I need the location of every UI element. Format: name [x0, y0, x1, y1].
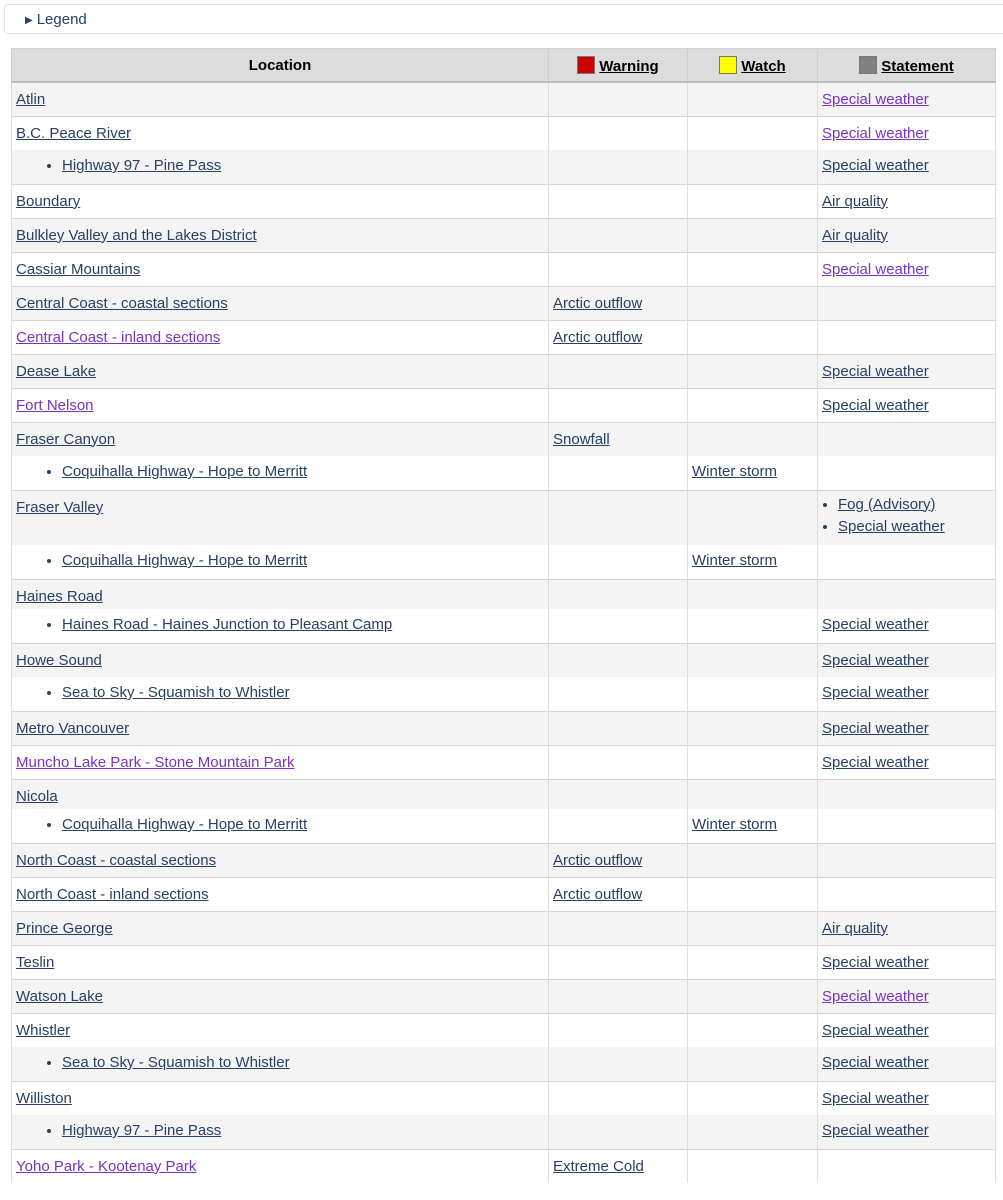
location-link[interactable]: Cassiar Mountains: [16, 260, 141, 278]
table-row: [12, 1081, 996, 1115]
warning-cell: [549, 809, 688, 843]
statement-cell: [818, 184, 996, 218]
legend-details: [4, 4, 1003, 34]
list-item: [62, 616, 544, 633]
header-warning[interactable]: [549, 49, 688, 83]
watch-cell: [688, 286, 818, 320]
sub-location-list: [16, 616, 544, 633]
table-row: [12, 711, 996, 745]
header-row: [12, 49, 996, 83]
location-cell: [12, 490, 549, 545]
list-item: [62, 1122, 544, 1139]
sub-location-link[interactable]: Coquihalla Highway - Hope to Merritt: [62, 816, 308, 833]
warning-cell: [549, 711, 688, 745]
sub-location-link[interactable]: Sea to Sky - Squamish to Whistler: [62, 684, 290, 701]
warning-cell: [549, 150, 688, 184]
location-link[interactable]: Central Coast - inland sections: [16, 328, 221, 346]
statement-cell: [818, 911, 996, 945]
sub-location-list: [16, 1122, 544, 1139]
sub-location-link[interactable]: Coquihalla Highway - Hope to Merritt: [62, 463, 308, 480]
table-row: [12, 1115, 996, 1149]
header-statement-label: Statement: [881, 57, 954, 75]
sub-location-link[interactable]: Coquihalla Highway - Hope to Merritt: [62, 552, 308, 569]
statement-cell: [818, 843, 996, 877]
watch-cell: [688, 490, 818, 545]
location-cell: [12, 1047, 549, 1081]
watch-cell: [688, 745, 818, 779]
table-row: [12, 388, 996, 422]
table-row: [12, 877, 996, 911]
watch-cell: [688, 711, 818, 745]
warning-cell: [549, 354, 688, 388]
sub-location-list: [16, 816, 544, 833]
statement-link[interactable]: Special weather: [822, 1021, 929, 1039]
statement-link[interactable]: Special weather: [822, 684, 929, 701]
statement-cell: [818, 1013, 996, 1047]
statement-link[interactable]: Air quality: [822, 919, 888, 937]
watch-cell: [688, 1047, 818, 1081]
statement-link[interactable]: Special weather: [822, 1054, 929, 1071]
sub-location-list: [16, 684, 544, 701]
location-link[interactable]: Whistler: [16, 1021, 71, 1039]
statement-cell: [818, 1047, 996, 1081]
table-row: [12, 779, 996, 809]
statement-cell: [818, 779, 996, 809]
warning-link[interactable]: Arctic outflow: [553, 328, 643, 346]
table-row: [12, 286, 996, 320]
header-warning-label: Warning: [599, 57, 659, 75]
location-cell: [12, 456, 549, 490]
watch-cell: [688, 545, 818, 579]
watch-cell: [688, 643, 818, 677]
statement-cell: [818, 809, 996, 843]
legend-toggle[interactable]: [25, 12, 87, 30]
location-cell: [12, 1013, 549, 1047]
watch-cell: [688, 354, 818, 388]
table-row: [12, 354, 996, 388]
location-cell: [12, 809, 549, 843]
warning-cell: [549, 1047, 688, 1081]
warning-cell: [549, 877, 688, 911]
location-cell: [12, 579, 549, 609]
statement-link[interactable]: Special weather: [838, 517, 945, 535]
warning-cell: [549, 286, 688, 320]
table-row: [12, 218, 996, 252]
table-row: [12, 945, 996, 979]
statement-link[interactable]: Special weather: [822, 719, 929, 737]
table-row: [12, 422, 996, 456]
warning-cell: [549, 490, 688, 545]
location-link[interactable]: Prince George: [16, 919, 113, 937]
statement-cell: [818, 456, 996, 490]
watch-cell: [688, 1149, 818, 1183]
location-link[interactable]: North Coast - inland sections: [16, 885, 209, 903]
warning-cell: [549, 779, 688, 809]
statement-link[interactable]: Special weather: [822, 1122, 929, 1139]
statement-cell: [818, 252, 996, 286]
table-row: [12, 809, 996, 843]
location-cell: [12, 286, 549, 320]
location-cell: [12, 545, 549, 579]
location-link[interactable]: Metro Vancouver: [16, 719, 130, 737]
statement-cell: [818, 388, 996, 422]
watch-cell: [688, 677, 818, 711]
table-row: [12, 745, 996, 779]
table-row: [12, 252, 996, 286]
watch-link[interactable]: Winter storm: [692, 816, 778, 833]
table-row: [12, 843, 996, 877]
watch-swatch-icon: [719, 56, 737, 74]
list-item: [62, 1054, 544, 1071]
statement-cell: [818, 877, 996, 911]
warning-cell: [549, 1081, 688, 1115]
sub-location-list: [16, 1054, 544, 1071]
location-cell: [12, 422, 549, 456]
statement-cell: [818, 745, 996, 779]
location-cell: [12, 1081, 549, 1115]
warning-swatch-icon: [577, 56, 595, 74]
location-link[interactable]: Fraser Canyon: [16, 430, 116, 448]
warning-cell: [549, 184, 688, 218]
warning-cell: [549, 388, 688, 422]
watch-cell: [688, 422, 818, 456]
statement-swatch-icon: [859, 56, 877, 74]
watch-cell: [688, 82, 818, 116]
statement-link[interactable]: Special weather: [822, 91, 929, 108]
location-cell: [12, 1115, 549, 1149]
location-cell: [12, 745, 549, 779]
location-cell: [12, 945, 549, 979]
table-row: [12, 911, 996, 945]
statement-cell: [818, 286, 996, 320]
table-row: [12, 1149, 996, 1183]
warning-link[interactable]: Arctic outflow: [553, 885, 643, 903]
warning-cell: [549, 545, 688, 579]
location-link[interactable]: Howe Sound: [16, 651, 102, 669]
statement-cell: [818, 945, 996, 979]
warning-cell: [549, 82, 688, 116]
watch-cell: [688, 116, 818, 150]
warning-cell: [549, 116, 688, 150]
table-row: [12, 677, 996, 711]
table-row: [12, 1047, 996, 1081]
location-cell: [12, 388, 549, 422]
list-item: [62, 463, 544, 480]
table-row: [12, 116, 996, 150]
statement-cell: [818, 1115, 996, 1149]
watch-cell: [688, 843, 818, 877]
location-cell: [12, 643, 549, 677]
statement-link[interactable]: Special weather: [822, 987, 929, 1005]
table-row: [12, 320, 996, 354]
header-location[interactable]: [12, 49, 549, 83]
watch-cell: [688, 779, 818, 809]
warning-cell: [549, 843, 688, 877]
location-link[interactable]: Haines Road: [16, 587, 103, 605]
location-cell: [12, 843, 549, 877]
watch-link[interactable]: Winter storm: [692, 463, 778, 480]
location-link[interactable]: Nicola: [16, 787, 58, 805]
location-link[interactable]: Yoho Park - Kootenay Park: [16, 1157, 197, 1175]
list-item: [62, 684, 544, 701]
location-link[interactable]: Teslin: [16, 953, 55, 971]
table-row: [12, 1013, 996, 1047]
location-cell: [12, 150, 549, 184]
table-row: [12, 979, 996, 1013]
warning-link[interactable]: Snowfall: [553, 430, 610, 448]
table-row: [12, 490, 996, 545]
location-cell: [12, 979, 549, 1013]
table-row: [12, 456, 996, 490]
watch-cell: [688, 320, 818, 354]
warning-cell: [549, 1115, 688, 1149]
watch-cell: [688, 809, 818, 843]
statement-cell: [818, 82, 996, 116]
location-cell: [12, 677, 549, 711]
statement-cell: [818, 711, 996, 745]
statement-cell: [818, 609, 996, 643]
statement-cell: [818, 1149, 996, 1183]
watch-cell: [688, 252, 818, 286]
statement-cell: [818, 422, 996, 456]
statement-cell: [818, 490, 996, 545]
location-link[interactable]: Watson Lake: [16, 987, 103, 1005]
warning-cell: [549, 979, 688, 1013]
warning-cell: [549, 252, 688, 286]
warning-cell: [549, 1013, 688, 1047]
location-link[interactable]: North Coast - coastal sections: [16, 851, 217, 869]
statement-link[interactable]: Special weather: [822, 651, 929, 669]
statement-link[interactable]: Special weather: [822, 616, 929, 633]
statement-link[interactable]: Fog (Advisory): [838, 495, 936, 513]
watch-cell: [688, 1115, 818, 1149]
statement-link[interactable]: Special weather: [822, 1089, 929, 1107]
list-item: [838, 494, 991, 516]
location-cell: [12, 1149, 549, 1183]
statement-cell: [818, 579, 996, 609]
sub-location-list: [16, 552, 544, 569]
warning-cell: [549, 218, 688, 252]
statement-cell: [818, 218, 996, 252]
watch-cell: [688, 1081, 818, 1115]
sub-location-link[interactable]: Haines Road - Haines Junction to Pleasant Camp: [62, 616, 393, 633]
statement-cell: [818, 354, 996, 388]
watch-cell: [688, 150, 818, 184]
header-watch[interactable]: [688, 49, 818, 83]
statement-list: [822, 494, 991, 538]
location-link[interactable]: Atlin: [16, 91, 46, 108]
statement-link[interactable]: Air quality: [822, 226, 888, 244]
location-link[interactable]: B.C. Peace River: [16, 124, 132, 142]
watch-cell: [688, 456, 818, 490]
table-row: [12, 545, 996, 579]
watch-cell: [688, 388, 818, 422]
statement-cell: [818, 545, 996, 579]
location-link[interactable]: Dease Lake: [16, 362, 97, 380]
statement-link[interactable]: Special weather: [822, 157, 929, 174]
statement-cell: [818, 979, 996, 1013]
statement-cell: [818, 150, 996, 184]
warning-cell: [549, 643, 688, 677]
alerts-table: [11, 48, 996, 1183]
watch-cell: [688, 911, 818, 945]
location-link[interactable]: Fort Nelson: [16, 396, 94, 414]
location-link[interactable]: Bulkley Valley and the Lakes District: [16, 226, 257, 244]
table-row: [12, 150, 996, 184]
table-row: [12, 609, 996, 643]
warning-link[interactable]: Arctic outflow: [553, 294, 643, 312]
location-cell: [12, 609, 549, 643]
location-cell: [12, 116, 549, 150]
table-row: [12, 579, 996, 609]
warning-link[interactable]: Extreme Cold: [553, 1157, 644, 1175]
location-cell: [12, 911, 549, 945]
watch-cell: [688, 184, 818, 218]
warning-cell: [549, 1149, 688, 1183]
watch-link[interactable]: Winter storm: [692, 552, 778, 569]
warning-cell: [549, 677, 688, 711]
sub-location-list: [16, 463, 544, 480]
statement-link[interactable]: Special weather: [822, 362, 929, 380]
location-link[interactable]: Muncho Lake Park - Stone Mountain Park: [16, 753, 295, 771]
warning-cell: [549, 422, 688, 456]
watch-cell: [688, 945, 818, 979]
location-cell: [12, 184, 549, 218]
statement-link[interactable]: Special weather: [822, 260, 929, 278]
alerts-body: [12, 82, 996, 1183]
warning-cell: [549, 745, 688, 779]
statement-link[interactable]: Special weather: [822, 753, 929, 771]
watch-cell: [688, 579, 818, 609]
triangle-right-icon: ▶: [25, 15, 33, 26]
list-item: [62, 157, 544, 174]
table-row: [12, 82, 996, 116]
location-cell: [12, 252, 549, 286]
watch-cell: [688, 1013, 818, 1047]
list-item: [62, 816, 544, 833]
location-cell: [12, 320, 549, 354]
location-cell: [12, 354, 549, 388]
sub-location-list: [16, 157, 544, 174]
watch-cell: [688, 979, 818, 1013]
sub-location-link[interactable]: Highway 97 - Pine Pass: [62, 1122, 222, 1139]
header-statement[interactable]: [818, 49, 996, 83]
location-link[interactable]: Central Coast - coastal sections: [16, 294, 228, 312]
location-link[interactable]: Williston: [16, 1089, 72, 1107]
location-cell: [12, 711, 549, 745]
watch-cell: [688, 877, 818, 911]
location-cell: [12, 877, 549, 911]
statement-cell: [818, 643, 996, 677]
warning-cell: [549, 911, 688, 945]
warning-link[interactable]: Arctic outflow: [553, 851, 643, 869]
header-watch-label: Watch: [741, 57, 786, 75]
statement-link[interactable]: Special weather: [822, 953, 929, 971]
warning-cell: [549, 320, 688, 354]
statement-link[interactable]: Air quality: [822, 192, 888, 210]
header-location-label: Location: [248, 56, 312, 74]
location-cell: [12, 82, 549, 116]
warning-cell: [549, 609, 688, 643]
table-row: [12, 184, 996, 218]
statement-link[interactable]: Special weather: [822, 124, 929, 142]
statement-cell: [818, 1081, 996, 1115]
location-cell: [12, 218, 549, 252]
statement-link[interactable]: Special weather: [822, 396, 929, 414]
table-row: [12, 643, 996, 677]
statement-cell: [818, 677, 996, 711]
legend-label: Legend: [36, 11, 87, 28]
warning-cell: [549, 945, 688, 979]
sub-location-link[interactable]: Sea to Sky - Squamish to Whistler: [62, 1054, 290, 1071]
sub-location-link[interactable]: Highway 97 - Pine Pass: [62, 157, 222, 174]
warning-cell: [549, 456, 688, 490]
list-item: [838, 516, 991, 538]
watch-cell: [688, 609, 818, 643]
statement-cell: [818, 116, 996, 150]
list-item: [62, 552, 544, 569]
warning-cell: [549, 579, 688, 609]
location-link[interactable]: Fraser Valley: [16, 498, 104, 516]
location-link[interactable]: Boundary: [16, 192, 81, 210]
statement-cell: [818, 320, 996, 354]
location-cell: [12, 779, 549, 809]
watch-cell: [688, 218, 818, 252]
